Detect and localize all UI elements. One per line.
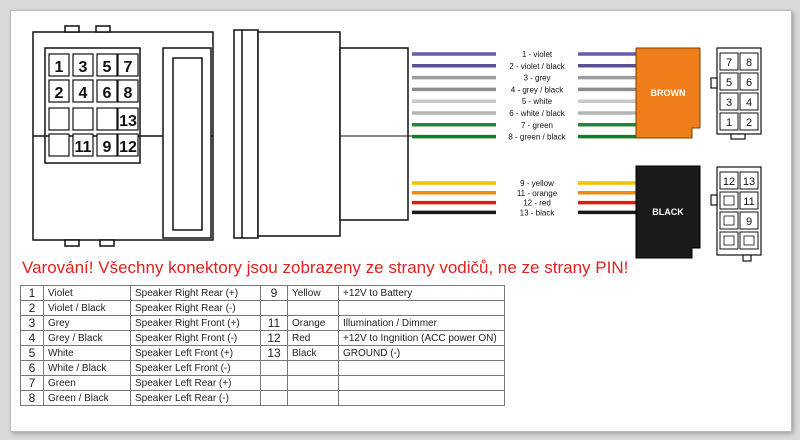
face-pin-label: 13 <box>119 113 137 130</box>
wire-color: Grey <box>44 316 131 331</box>
pin-function <box>339 376 505 391</box>
pin-number <box>261 301 288 316</box>
pin-function <box>339 361 505 376</box>
brown-pin <box>740 93 758 110</box>
wire-color: Green / Black <box>44 391 131 406</box>
wires-top <box>412 50 636 142</box>
pin-number: 8 <box>21 391 44 406</box>
black-pin <box>740 212 758 229</box>
pin-number: 11 <box>261 316 288 331</box>
brown-pin <box>740 73 758 90</box>
plug-brown-label: BROWN <box>650 88 686 98</box>
wire-label: 2 - violet / black <box>509 61 565 71</box>
table-row <box>21 361 505 376</box>
connector-side <box>234 30 412 238</box>
face-pin <box>118 80 138 102</box>
face-pin <box>97 54 117 76</box>
face-pin-label: 5 <box>102 59 112 76</box>
wire-color <box>288 376 339 391</box>
pin-table <box>20 285 505 406</box>
face-pin <box>73 134 93 156</box>
wire-color: Orange <box>288 316 339 331</box>
brown-pin <box>740 53 758 70</box>
black-pin <box>720 192 738 209</box>
table-row <box>21 376 505 391</box>
wire-label: 8 - green / black <box>508 132 566 142</box>
wire-label: 6 - white / black <box>509 109 565 118</box>
brown-pin <box>740 113 758 130</box>
face-pin <box>73 80 93 102</box>
pin-number <box>261 361 288 376</box>
pin-function <box>339 301 505 316</box>
pin-function: Speaker Right Front (+) <box>131 316 261 331</box>
pin-number <box>261 376 288 391</box>
pin-number: 5 <box>21 346 44 361</box>
black-pin <box>740 192 758 209</box>
pin-function: Speaker Right Front (-) <box>131 331 261 346</box>
face-pin <box>118 134 138 156</box>
pin-function: Speaker Left Rear (-) <box>131 391 261 406</box>
face-pin-label: 3 <box>78 59 88 76</box>
wire-color: Violet / Black <box>44 301 131 316</box>
pin-function <box>339 391 505 406</box>
wire-label: 7 - green <box>520 120 554 130</box>
black-pin <box>740 172 758 189</box>
table-row <box>21 391 505 406</box>
wire-label: 9 - yellow <box>520 179 554 188</box>
wire-label: 13 - black <box>519 208 555 218</box>
wire-color: Green <box>44 376 131 391</box>
face-pin-label: 8 <box>123 85 133 102</box>
brown-pin-label: 8 <box>745 57 753 69</box>
face-pin <box>97 80 117 102</box>
face-pin <box>97 134 117 156</box>
brown-pin-label: 5 <box>725 77 733 89</box>
table-row <box>21 286 505 301</box>
brown-pin-label: 4 <box>745 97 753 109</box>
pin-number <box>261 391 288 406</box>
black-pin-label: 13 <box>742 176 756 188</box>
wire-label: 4 - grey / black <box>510 85 564 95</box>
warning-text: Varování! Všechny konektory jsou zobrazeny ze strany vodičů, ne ze strany PIN! <box>22 258 629 277</box>
wire-color <box>288 301 339 316</box>
table-row <box>21 331 505 346</box>
black-pin <box>720 232 738 249</box>
pin-function: Speaker Left Rear (+) <box>131 376 261 391</box>
pin-function: Speaker Right Rear (-) <box>131 301 261 316</box>
pin-number: 6 <box>21 361 44 376</box>
wire-color: Violet <box>44 286 131 301</box>
pin-function: +12V to Ingnition (ACC power ON) <box>339 331 505 346</box>
pin-function: Speaker Left Front (-) <box>131 361 261 376</box>
face-pin-label: 9 <box>102 139 112 156</box>
brown-pin <box>720 73 738 90</box>
face-pin-label: 7 <box>123 59 133 76</box>
wire-label: 1 - violet <box>521 50 553 59</box>
brown-pin <box>720 53 738 70</box>
brown-pin <box>720 113 738 130</box>
pin-number: 13 <box>261 346 288 361</box>
pin-number: 2 <box>21 301 44 316</box>
face-pin-label: 1 <box>54 59 64 76</box>
pin-function: +12V to Battery <box>339 286 505 301</box>
brown-pin-label: 3 <box>725 97 733 109</box>
black-pin-label: 11 <box>743 196 755 208</box>
black-pin <box>740 232 758 249</box>
face-pin-label: 2 <box>54 85 64 102</box>
plug-black-label: BLACK <box>652 207 684 217</box>
face-pin <box>97 108 117 130</box>
pin-number: 1 <box>21 286 44 301</box>
brown-pin-label: 7 <box>725 57 733 69</box>
table-row <box>21 301 505 316</box>
face-pin-label: 11 <box>74 139 92 156</box>
face-pin <box>118 108 138 130</box>
wire-color: White / Black <box>44 361 131 376</box>
plug-black <box>636 166 700 258</box>
face-pin <box>73 54 93 76</box>
black-pin <box>720 172 738 189</box>
face-pin <box>73 108 93 130</box>
wire-label: 5 - white <box>521 97 553 107</box>
brown-pin-label: 1 <box>725 117 733 129</box>
plug-brown <box>636 48 700 138</box>
table-row <box>21 346 505 361</box>
black-pin-label: 12 <box>722 176 736 188</box>
face-pin <box>49 108 69 130</box>
brown-pin <box>720 93 738 110</box>
face-pin-label: 4 <box>78 85 88 102</box>
face-pin <box>118 54 138 76</box>
black-pin-label: 9 <box>745 216 753 228</box>
brown-pin-label: 6 <box>745 77 753 89</box>
face-pin-label: 12 <box>119 139 137 156</box>
wire-color: White <box>44 346 131 361</box>
wire-color: Yellow <box>288 286 339 301</box>
wire-label: 11 - orange <box>516 188 558 198</box>
pin-number: 7 <box>21 376 44 391</box>
wire-color: Grey / Black <box>44 331 131 346</box>
wire-label: 3 - grey <box>523 73 551 83</box>
wire-color <box>288 361 339 376</box>
brown-pin-label: 2 <box>745 117 753 129</box>
pin-function: Illumination / Dimmer <box>339 316 505 331</box>
wire-color: Red <box>288 331 339 346</box>
wire-label: 12 - red <box>523 198 551 208</box>
wire-color: Black <box>288 346 339 361</box>
wire-color <box>288 391 339 406</box>
face-pin-label: 6 <box>102 85 112 102</box>
face-pin <box>49 80 69 102</box>
pin-number: 3 <box>21 316 44 331</box>
pin-number: 4 <box>21 331 44 346</box>
table-row <box>21 316 505 331</box>
pin-number: 12 <box>261 331 288 346</box>
pin-number: 9 <box>261 286 288 301</box>
face-pin <box>49 134 69 156</box>
face-pin <box>49 54 69 76</box>
wires-bottom <box>412 179 636 217</box>
pin-function: GROUND (-) <box>339 346 505 361</box>
pin-function: Speaker Left Front (+) <box>131 346 261 361</box>
black-pin <box>720 212 738 229</box>
pin-function: Speaker Right Rear (+) <box>131 286 261 301</box>
